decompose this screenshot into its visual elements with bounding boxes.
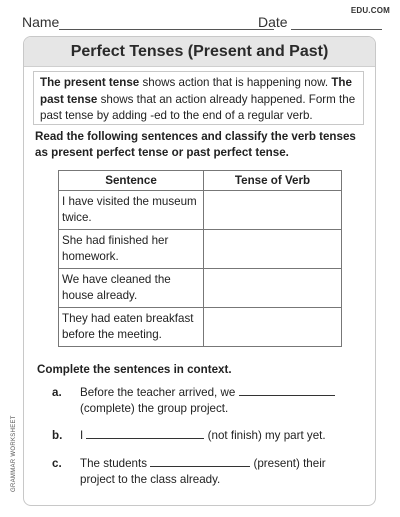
question-after: (complete) the group project. [80, 402, 229, 415]
worksheet-title: Perfect Tenses (Present and Past) [70, 42, 329, 60]
worksheet-frame [23, 36, 376, 506]
sentence-cell: She had finished her homework. [59, 230, 204, 269]
answer-blank[interactable] [239, 385, 335, 396]
question-before: Before the teacher arrived, we [80, 386, 239, 399]
title-bar [24, 37, 375, 67]
table-header-row [59, 171, 342, 191]
answer-blank[interactable] [86, 428, 204, 439]
intro-present-text: shows action that is happening now. [139, 76, 332, 89]
question-b [52, 428, 362, 446]
question-letter: c. [52, 457, 62, 470]
date-line [291, 29, 382, 30]
side-label: GRAMMAR WORKSHEET [11, 415, 17, 492]
question-after: (not finish) my part yet. [204, 429, 326, 442]
table-row [59, 191, 342, 230]
worksheet-header [22, 14, 382, 30]
tense-answer-cell[interactable] [204, 191, 342, 230]
complete-section-title: Complete the sentences in context. [37, 363, 232, 376]
instruction-text: Read the following sentences and classify the verb tenses as present perfect tense or past perfect tense. [35, 130, 356, 159]
intro-box [33, 71, 364, 125]
date-label: Date [258, 14, 288, 30]
question-text [80, 428, 360, 444]
table-row [59, 308, 342, 347]
question-after: (present) their project to the class already. [80, 457, 326, 486]
header-sentence: Sentence [59, 171, 204, 191]
header-tense: Tense of Verb [204, 171, 342, 191]
intro-present-term: The present tense [40, 76, 140, 89]
question-c [52, 456, 362, 492]
question-a [52, 385, 362, 421]
table-row [59, 269, 342, 308]
name-label: Name [22, 14, 60, 30]
question-text [80, 456, 360, 488]
tense-answer-cell[interactable] [204, 308, 342, 347]
question-text [80, 385, 360, 417]
intro-past-term: The past tense [40, 76, 352, 106]
tense-answer-cell[interactable] [204, 230, 342, 269]
intro-past-text: shows that an action already happened. Form the past tense by adding -ed to the end of a regular verb. [40, 92, 356, 122]
question-letter: a. [52, 386, 62, 399]
sentence-cell: I have visited the museum twice. [59, 191, 204, 230]
table-row [59, 230, 342, 269]
answer-blank[interactable] [150, 456, 250, 467]
brand-logo: EDU.COM [350, 6, 390, 15]
question-before: The students [80, 457, 151, 470]
tense-answer-cell[interactable] [204, 269, 342, 308]
sentence-cell: We have cleaned the house already. [59, 269, 204, 308]
sentence-cell: They had eaten breakfast before the meeting. [59, 308, 204, 347]
tense-table [58, 170, 342, 347]
question-letter: b. [52, 429, 63, 442]
question-before: I [80, 429, 87, 442]
name-line [59, 29, 274, 30]
